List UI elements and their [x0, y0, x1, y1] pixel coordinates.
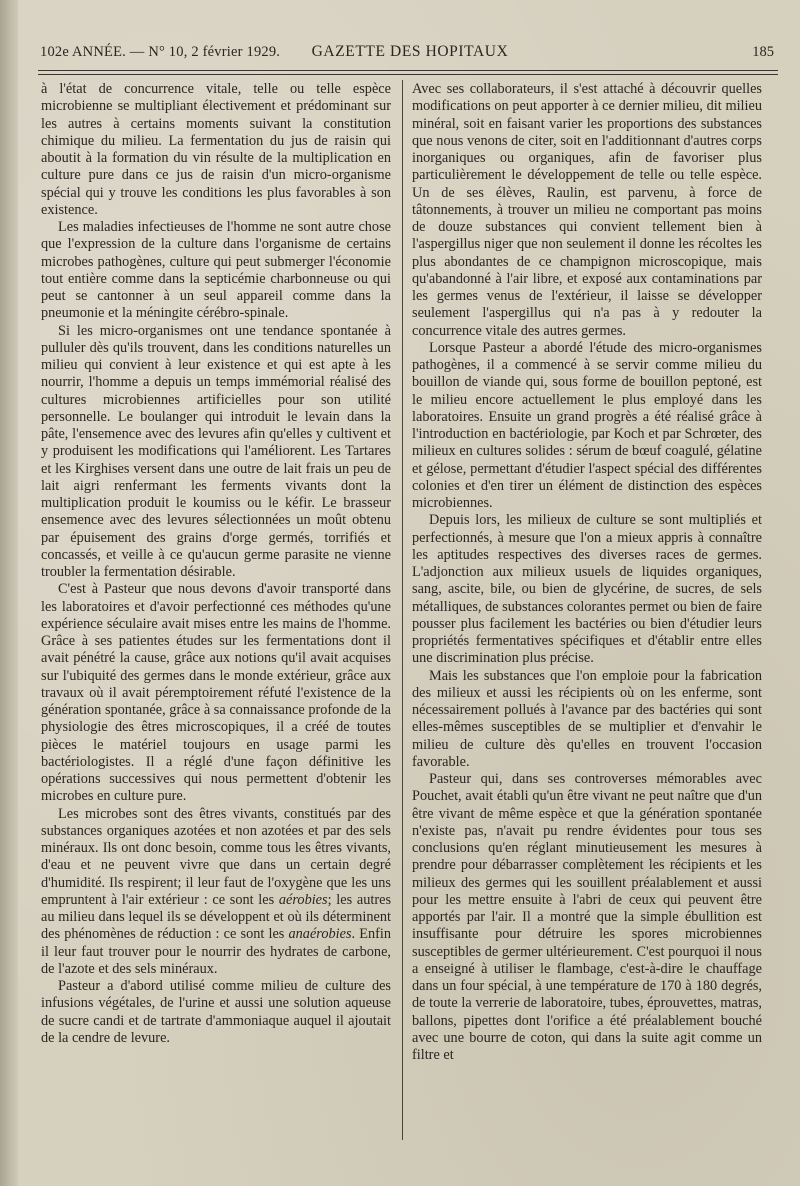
paragraph: Mais les substances que l'on emploie pour la fabrication des milieux et aussi les récipients où on les enferme, sont nécessairement pollués à l'avance par des bactéries qui sont elles-mêmes susceptibles de se multiplier et d'envahir le milieu de culture dès qu'elles en trouvent l'occasion favorable.: [412, 667, 762, 770]
journal-title: GAZETTE DES HOPITAUX: [311, 43, 509, 60]
paragraph: Les maladies infectieuses de l'homme ne sont autre chose que l'expression de la culture dans l'organisme de certains microbes pathogènes, culture qui peut submerger l'économie tout entière comme dans la septicémie charbonneuse ou qui peut se cantonner à un seul appareil comme dans la pneumonie et la méningite cérébro-spinale.: [41, 219, 391, 322]
right-column: [412, 81, 762, 1161]
column-divider: [402, 80, 403, 1140]
paragraph: Pasteur qui, dans ses controverses mémorables avec Pouchet, avait établi qu'un être vivant ne peut naître que d'un être vivant de même espèce et que la génération spontanée n'existe pas, n'avait pu rendre évidentes pour tous ses conclusions qu'en réglant minutieusement les mesures à prendre pour débarrasser complètement les récipients et les milieux des germes qui les souillent préalablement et aussi pour les mettre ensuite à l'abri de ceux qui peuvent être apportés par l'air. Il a montré que la simple ébullition est insuffisante pour détruire les spores microbiennes susceptibles de germer ultérieurement. C'est pourquoi il nous a enseigné à utiliser le flambage, c'est-à-dire le chauffage dans un four spécial, à une température de 170 à 180 degrés, de toute la verrerie de laboratoire, tubes, éprouvettes, matras, ballons, pipettes dont l'orifice a été préalablement bouché avec une bourre de coton, qui dans la suite agit comme un filtre et: [412, 771, 762, 1063]
paragraph: Depuis lors, les milieux de culture se sont multipliés et perfectionnés, à mesure que l'on a mieux appris à connaître les aptitudes respectives des diverses races de germes. L'adjonction aux milieux usuels de liquides organiques, sang, ascite, bile, ou bien de glycérine, de sucres, de sels métalliques, de substances colorantes permet ou bien de faire pousser plus facilement les bactéries ou bien d'étudier leurs propriétés fermentatives spécifiques et d'établir entre elles une discrimination plus précise.: [412, 512, 762, 667]
header-rule-top: [38, 70, 778, 71]
paragraph: Si les micro-organismes ont une tendance spontanée à pulluler dès qu'ils trouvent, dans les conditions naturelles un milieu qui convient à leur existence et qui est apte à les nourrir, l'homme a depuis un temps immémorial réalisé des cultures microbiennes artificielles pour son utilité personnelle. Le boulanger qui introduit le levain dans la pâte, l'ensemence avec des levures afin qu'elles y cultivent et y produisent les modifications qui l'améliorent. Les Tartares et les Kirghises versent dans une outre de lait frais un peu de lait aigri renfermant les ferments vivants dont la multiplication produit le koumiss ou le kéfir. Le brasseur ensemence avec des levures sélectionnées un moût obtenu par épuisement des grains d'orge germés, torrifiés et concassés, et veille à ce qu'aucun germe parasite ne vienne troubler la fermentation désirable.: [41, 322, 391, 580]
paragraph: C'est à Pasteur que nous devons d'avoir transporté dans les laboratoires et d'avoir perfectionné ces méthodes qu'une expérience séculaire avait mises entre les mains de l'homme. Grâce à ses patientes études sur les fermentations dont il avait pénétré la cause, grâce aux notions qu'il avait acquises sur l'ubiquité des germes dans le monde extérieur, grâce aux travaux où il avait péremptoirement réfuté l'existence de la génération spontanée, grâce à sa connaissance profonde de la physiologie des êtres microscopiques, il a créé de toutes pièces le matériel toujours en usage parmi les bactériologistes. Il a réglé d'une façon définitive les opérations successives qui nous permettent d'obtenir les microbes en culture pure.: [41, 581, 391, 805]
page-header: [40, 40, 780, 70]
paragraph: Avec ses collaborateurs, il s'est attaché à découvrir quelles modifications on peut apporter à ce dernier milieu, dit milieu minéral, soit en faisant varier les proportions des substances que nous venons de citer, soit en l'additionnant d'autres corps inorganiques ou organiques, afin de favoriser plus particulièrement le développement de telle ou telle espèce. Un de ses élèves, Raulin, est parvenu, à force de tâtonnements, à trouver un milieu ne comportant pas moins de douze substances qui convient tellement bien à l'aspergillus niger que non seulement il donne les récoltes les plus abondantes de ce champignon microscopique, mais qu'abandonné à l'air libre, et exposé aux contaminations par les germes venus de l'extérieur, il laisse se développer seulement l'aspergillus qui n'a pas à y redouter la concurrence vitale des autres germes.: [412, 81, 762, 339]
paragraph-text: . Enfin il leur faut trouver pour le nourrir des hydrates de carbone, de l'azote et des sels minéraux.: [41, 926, 391, 977]
left-column: [41, 81, 391, 1161]
page-edge-shadow: [0, 0, 18, 1186]
paragraph: [41, 806, 391, 979]
italic-term-aerobies: aérobies: [278, 891, 328, 908]
paragraph: Lorsque Pasteur a abordé l'étude des micro-organismes pathogènes, il a commencé à se servir comme milieu du bouillon de viande qui, sous forme de bouillon peptoné, est le milieu encore actuellement le plus employé dans les laboratoires. Ensuite un grand progrès a été réalisé grâce à l'introduction en bactériologie, par Koch et par Schrœter, des milieux en cultures solides : sérum de bœuf coagulé, gélatine et gélose, permettant d'étudier l'aspect spécial des différentes colonies et d'en tirer un élément de distinction des espèces microbiennes.: [412, 339, 762, 511]
page-number: 185: [752, 44, 774, 60]
italic-term-anaerobies: anaérobies: [288, 926, 352, 943]
paragraph-text: ; les autres au milieu dans lequel ils se développent et où ils déterminent des phénomènes de réduction : ce sont les: [41, 891, 391, 943]
paragraph-text: Les microbes sont des êtres vivants, constitués par des substances organiques azotées et non azotées et par des sels minéraux. Ils ont donc besoin, comme tous les êtres vivants, d'eau et ne peuvent vivre que dans un certain degré d'humidité. Ils respirent; il leur faut de l'oxygène que les uns empruntent à l'air extérieur : ce sont les: [41, 805, 391, 908]
issue-info: 102e ANNÉE. — N° 10, 2 février 1929.: [40, 44, 281, 60]
header-rule-bottom: [38, 74, 778, 75]
paragraph: à l'état de concurrence vitale, telle ou telle espèce microbienne se multipliant électivement et prédominant sur les autres à certains moments suivant la constitution chimique du milieu. La fermentation du jus de raisin qui aboutit à la formation du vin résulte de la multiplication en culture pure dans ce jus de raisin d'un micro-organisme spécial qui y trouve les conditions les plus favorables à son existence.: [41, 81, 391, 218]
paragraph: Pasteur a d'abord utilisé comme milieu de culture des infusions végétales, de l'urine et aussi une solution aqueuse de sucre candi et de tartrate d'ammoniaque auquel il ajoutait de la cendre de levure.: [41, 978, 391, 1046]
